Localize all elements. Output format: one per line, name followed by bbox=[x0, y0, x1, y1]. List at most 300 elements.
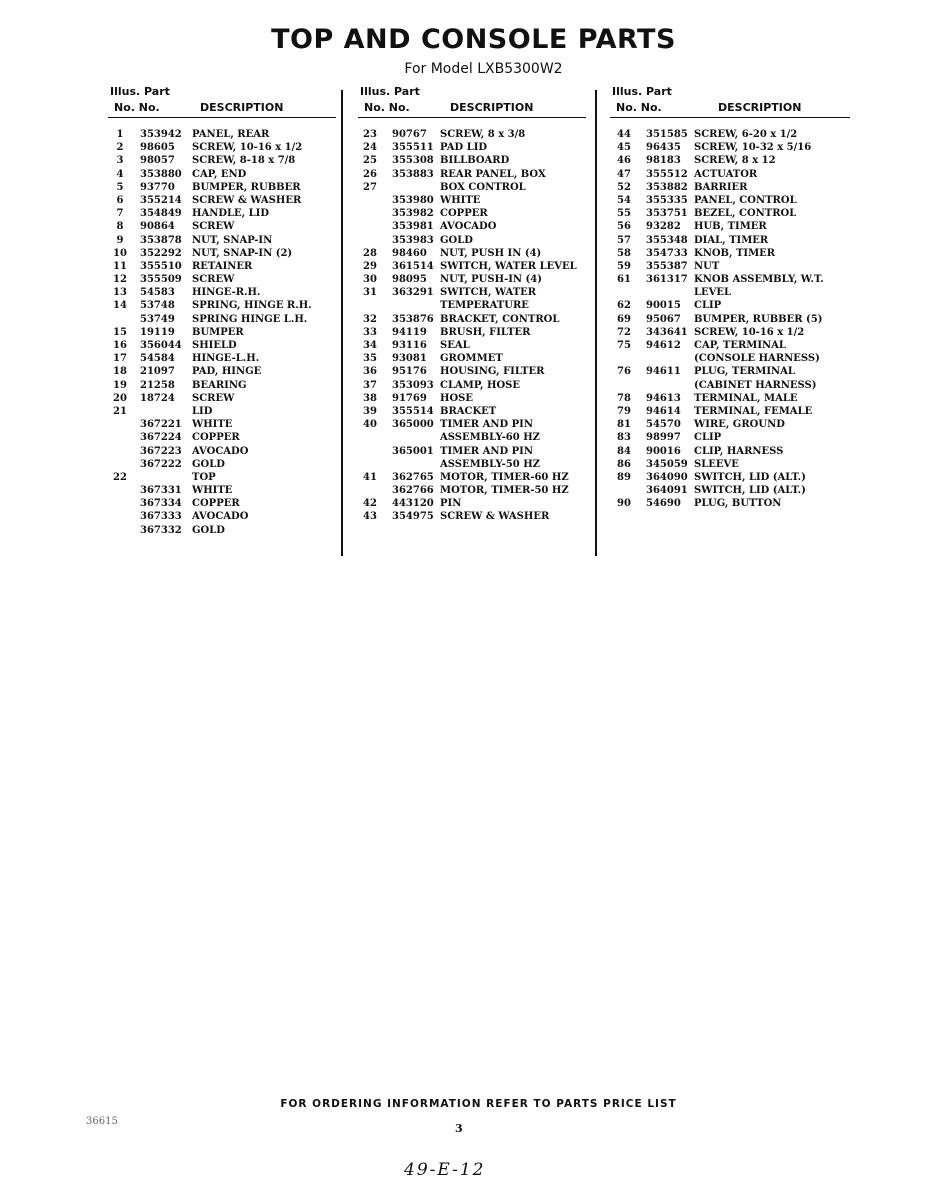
illus-no: 31 bbox=[363, 287, 377, 299]
part-description: TOP bbox=[192, 471, 216, 483]
illus-no: 22 bbox=[113, 471, 127, 483]
part-description: PLUG, BUTTON bbox=[694, 498, 782, 510]
part-description: PANEL, REAR bbox=[192, 129, 270, 140]
part-description: HUB, TIMER bbox=[694, 221, 767, 233]
part-no: 98460 bbox=[392, 247, 427, 259]
part-no: 353751 bbox=[646, 208, 688, 220]
part-no: 367332 bbox=[140, 524, 182, 536]
illus-no: 32 bbox=[363, 313, 377, 325]
parts-row bbox=[610, 220, 850, 233]
part-description: AVOCADO bbox=[440, 221, 497, 233]
part-no: 365001 bbox=[392, 445, 434, 457]
parts-row bbox=[108, 220, 336, 233]
parts-row bbox=[610, 247, 850, 260]
part-description: CAP, TERMINAL bbox=[694, 340, 786, 351]
parts-row bbox=[108, 510, 336, 523]
part-no: 93282 bbox=[646, 221, 681, 233]
part-description: HOSE bbox=[440, 392, 474, 404]
part-no: 95176 bbox=[392, 366, 427, 378]
part-description: SWITCH, WATER LEVEL bbox=[440, 260, 577, 272]
part-no: 352292 bbox=[140, 247, 182, 259]
illus-no: 55 bbox=[617, 208, 631, 220]
parts-row bbox=[108, 405, 336, 418]
parts-row bbox=[610, 418, 850, 431]
illus-no: 14 bbox=[113, 300, 127, 312]
header-rule bbox=[610, 117, 850, 118]
part-no: 367221 bbox=[140, 419, 182, 431]
part-no: 367333 bbox=[140, 511, 182, 523]
part-description: SCREW bbox=[192, 221, 235, 233]
parts-row bbox=[108, 524, 336, 537]
part-description: SCREW, 10-32 x 5/16 bbox=[694, 142, 812, 154]
parts-row bbox=[108, 313, 336, 326]
parts-row bbox=[358, 497, 586, 510]
part-description: PAD LID bbox=[440, 142, 488, 154]
part-no: 54690 bbox=[646, 498, 681, 510]
parts-row bbox=[108, 247, 336, 260]
column-divider bbox=[595, 90, 597, 556]
parts-row bbox=[610, 141, 850, 154]
part-no: 98183 bbox=[646, 155, 681, 167]
part-no: 98997 bbox=[646, 432, 681, 444]
part-no: 93116 bbox=[392, 340, 427, 351]
parts-column-1 bbox=[108, 82, 336, 537]
illus-no: 1 bbox=[116, 129, 124, 140]
part-description: GOLD bbox=[192, 524, 225, 536]
no-no-header: No. No. bbox=[114, 101, 160, 114]
illus-no: 15 bbox=[113, 326, 127, 338]
part-no: 93770 bbox=[140, 181, 175, 193]
part-description: SCREW, 10-16 x 1/2 bbox=[192, 142, 303, 154]
parts-row bbox=[358, 445, 586, 458]
illus-no: 25 bbox=[363, 155, 377, 167]
part-no: 94119 bbox=[392, 326, 427, 338]
part-no: 353981 bbox=[392, 221, 434, 233]
parts-row bbox=[610, 313, 850, 326]
illus-no: 47 bbox=[617, 168, 631, 180]
part-description: (CONSOLE HARNESS) bbox=[694, 353, 820, 365]
part-no: 353882 bbox=[646, 181, 688, 193]
part-description: BEARING bbox=[192, 379, 247, 391]
part-no: 98605 bbox=[140, 142, 175, 154]
part-description: SCREW, 8 x 3/8 bbox=[440, 129, 526, 140]
part-description: CLAMP, HOSE bbox=[440, 379, 521, 391]
illus-no: 4 bbox=[116, 168, 124, 180]
parts-row bbox=[108, 471, 336, 484]
parts-row bbox=[610, 405, 850, 418]
illus-no: 54 bbox=[617, 194, 631, 206]
parts-row bbox=[108, 445, 336, 458]
column-header bbox=[610, 82, 850, 120]
part-no: 21097 bbox=[140, 366, 175, 378]
part-no: 364091 bbox=[646, 485, 688, 497]
part-no: 54584 bbox=[140, 353, 175, 365]
part-description: CLIP bbox=[694, 432, 722, 444]
part-description: SCREW bbox=[192, 274, 235, 286]
part-no: 365000 bbox=[392, 419, 434, 431]
parts-row bbox=[610, 352, 850, 365]
part-description: BUMPER, RUBBER bbox=[192, 181, 301, 193]
part-no: 353980 bbox=[392, 194, 434, 206]
parts-row bbox=[610, 365, 850, 378]
part-description: LID bbox=[192, 405, 213, 417]
part-no: 54570 bbox=[646, 419, 681, 431]
illus-no: 58 bbox=[617, 247, 631, 259]
illus-no: 81 bbox=[617, 419, 631, 431]
part-no: 94612 bbox=[646, 340, 681, 351]
part-no: 356044 bbox=[140, 340, 182, 351]
parts-column-2 bbox=[358, 82, 586, 524]
illus-no: 59 bbox=[617, 260, 631, 272]
illus-no: 41 bbox=[363, 471, 377, 483]
page-title: TOP AND CONSOLE PARTS bbox=[271, 24, 676, 55]
parts-row bbox=[358, 418, 586, 431]
illus-no: 8 bbox=[116, 221, 124, 233]
illus-no: 27 bbox=[363, 181, 377, 193]
column-header bbox=[358, 82, 586, 120]
illus-no: 35 bbox=[363, 353, 377, 365]
part-no: 351585 bbox=[646, 129, 688, 140]
part-no: 362766 bbox=[392, 485, 434, 497]
part-no: 95067 bbox=[646, 313, 681, 325]
parts-row bbox=[610, 458, 850, 471]
part-no: 355510 bbox=[140, 260, 182, 272]
parts-row bbox=[358, 405, 586, 418]
parts-row bbox=[108, 141, 336, 154]
illus-no: 43 bbox=[363, 511, 377, 523]
parts-row bbox=[610, 431, 850, 444]
part-no: 367222 bbox=[140, 458, 182, 470]
part-description: COPPER bbox=[192, 498, 240, 510]
part-description: COPPER bbox=[192, 432, 240, 444]
part-no: 443120 bbox=[392, 498, 434, 510]
part-no: 19119 bbox=[140, 326, 175, 338]
part-no: 94614 bbox=[646, 405, 681, 417]
illus-no: 11 bbox=[113, 260, 127, 272]
illus-no: 24 bbox=[363, 142, 377, 154]
part-description: PLUG, TERMINAL bbox=[694, 366, 795, 378]
part-description: NUT, PUSH-IN (4) bbox=[440, 274, 542, 286]
parts-row bbox=[610, 379, 850, 392]
parts-row bbox=[610, 128, 850, 141]
part-no: 94611 bbox=[646, 366, 681, 378]
part-no: 94613 bbox=[646, 392, 681, 404]
parts-row bbox=[610, 484, 850, 497]
part-description: AVOCADO bbox=[192, 445, 249, 457]
parts-row bbox=[358, 392, 586, 405]
part-description: HINGE-R.H. bbox=[192, 287, 261, 299]
parts-row bbox=[358, 313, 586, 326]
part-no: 91769 bbox=[392, 392, 427, 404]
parts-row bbox=[108, 339, 336, 352]
part-no: 345059 bbox=[646, 458, 688, 470]
parts-row bbox=[108, 484, 336, 497]
part-no: 355214 bbox=[140, 194, 182, 206]
part-description: PAD, HINGE bbox=[192, 366, 262, 378]
parts-row bbox=[358, 365, 586, 378]
no-no-header: No. No. bbox=[364, 101, 410, 114]
parts-row bbox=[358, 458, 586, 471]
parts-list bbox=[358, 120, 586, 524]
parts-row bbox=[358, 286, 586, 299]
illus-no: 9 bbox=[116, 234, 124, 246]
illus-no: 45 bbox=[617, 142, 631, 154]
part-description: SHIELD bbox=[192, 340, 237, 351]
part-no: 90016 bbox=[646, 445, 681, 457]
parts-row bbox=[108, 234, 336, 247]
part-no: 353093 bbox=[392, 379, 434, 391]
illus-no: 36 bbox=[363, 366, 377, 378]
illus-no: 83 bbox=[617, 432, 631, 444]
illus-no: 29 bbox=[363, 260, 377, 272]
parts-row bbox=[108, 326, 336, 339]
parts-row bbox=[358, 273, 586, 286]
parts-row bbox=[108, 299, 336, 312]
part-description: BILLBOARD bbox=[440, 155, 510, 167]
part-no: 18724 bbox=[140, 392, 175, 404]
part-description: SWITCH, LID (ALT.) bbox=[694, 485, 806, 497]
part-no: 343641 bbox=[646, 326, 688, 338]
illus-no: 19 bbox=[113, 379, 127, 391]
part-description: DIAL, TIMER bbox=[694, 234, 769, 246]
parts-row bbox=[358, 207, 586, 220]
illus-no: 84 bbox=[617, 445, 631, 457]
part-description: HINGE-L.H. bbox=[192, 353, 260, 365]
part-no: 53748 bbox=[140, 300, 175, 312]
part-description: BUMPER bbox=[192, 326, 244, 338]
illus-no: 3 bbox=[116, 155, 124, 167]
parts-row bbox=[108, 168, 336, 181]
part-no: 53749 bbox=[140, 313, 175, 325]
parts-row bbox=[108, 207, 336, 220]
parts-row bbox=[108, 365, 336, 378]
column-header bbox=[108, 82, 336, 120]
part-no: 354733 bbox=[646, 247, 688, 259]
part-no: 355511 bbox=[392, 142, 434, 154]
illus-no: 34 bbox=[363, 340, 377, 351]
description-header: DESCRIPTION bbox=[718, 101, 802, 114]
part-description: WHITE bbox=[192, 485, 233, 497]
parts-row bbox=[610, 181, 850, 194]
part-description: BEZEL, CONTROL bbox=[694, 208, 797, 220]
part-description: RETAINER bbox=[192, 260, 253, 272]
part-no: 354975 bbox=[392, 511, 434, 523]
part-description: KNOB ASSEMBLY, W.T. bbox=[694, 274, 824, 286]
illus-no: 89 bbox=[617, 471, 631, 483]
part-no: 54583 bbox=[140, 287, 175, 299]
part-description: SEAL bbox=[440, 340, 470, 351]
part-description: WHITE bbox=[440, 194, 481, 206]
illus-no: 30 bbox=[363, 274, 377, 286]
illus-no: 76 bbox=[617, 366, 631, 378]
part-no: 361317 bbox=[646, 274, 688, 286]
part-no: 367334 bbox=[140, 498, 182, 510]
part-description: BRACKET bbox=[440, 405, 497, 417]
illus-no: 37 bbox=[363, 379, 377, 391]
illus-no: 44 bbox=[617, 129, 631, 140]
part-description: CAP, END bbox=[192, 168, 247, 180]
illus-no: 12 bbox=[113, 274, 127, 286]
part-description: WIRE, GROUND bbox=[694, 419, 785, 431]
part-no: 355509 bbox=[140, 274, 182, 286]
parts-row bbox=[358, 260, 586, 273]
part-no: 354849 bbox=[140, 208, 182, 220]
parts-row bbox=[610, 497, 850, 510]
part-no: 367223 bbox=[140, 445, 182, 457]
part-no: 90015 bbox=[646, 300, 681, 312]
part-description: SCREW, 8 x 12 bbox=[694, 155, 776, 167]
part-description: SPRING HINGE L.H. bbox=[192, 313, 308, 325]
illus-no: 6 bbox=[116, 194, 124, 206]
illus-no: 16 bbox=[113, 340, 127, 351]
part-no: 353983 bbox=[392, 234, 434, 246]
part-no: 90767 bbox=[392, 129, 427, 140]
part-description: NUT, SNAP-IN bbox=[192, 234, 273, 246]
part-description: ASSEMBLY-50 HZ bbox=[440, 458, 540, 470]
part-description: SCREW & WASHER bbox=[440, 511, 550, 523]
parts-row bbox=[358, 194, 586, 207]
parts-row bbox=[358, 299, 586, 312]
illus-no: 62 bbox=[617, 300, 631, 312]
handwritten-note: 49-E-12 bbox=[404, 1160, 486, 1180]
parts-row bbox=[358, 471, 586, 484]
part-description: SCREW, 10-16 x 1/2 bbox=[694, 326, 805, 338]
illus-no: 28 bbox=[363, 247, 377, 259]
part-description: NUT, PUSH IN (4) bbox=[440, 247, 542, 259]
parts-row bbox=[358, 431, 586, 444]
part-description: BARRIER bbox=[694, 181, 748, 193]
part-description: COPPER bbox=[440, 208, 488, 220]
part-no: 96435 bbox=[646, 142, 681, 154]
part-description: ASSEMBLY-60 HZ bbox=[440, 432, 540, 444]
part-description: NUT bbox=[694, 260, 720, 272]
part-no: 355335 bbox=[646, 194, 688, 206]
parts-row bbox=[358, 484, 586, 497]
model-subtitle: For Model LXB5300W2 bbox=[404, 61, 563, 77]
description-header: DESCRIPTION bbox=[200, 101, 284, 114]
part-no: 353878 bbox=[140, 234, 182, 246]
parts-row bbox=[108, 352, 336, 365]
part-description: BOX CONTROL bbox=[440, 181, 526, 193]
part-description: WHITE bbox=[192, 419, 233, 431]
parts-row bbox=[108, 379, 336, 392]
parts-row bbox=[108, 431, 336, 444]
part-description: CLIP bbox=[694, 300, 722, 312]
parts-row bbox=[610, 326, 850, 339]
part-description: SCREW, 6-20 x 1/2 bbox=[694, 129, 798, 140]
parts-row bbox=[610, 273, 850, 286]
illus-no: 38 bbox=[363, 392, 377, 404]
part-description: REAR PANEL, BOX bbox=[440, 168, 546, 180]
parts-row bbox=[358, 141, 586, 154]
illus-no: 13 bbox=[113, 287, 127, 299]
part-description: MOTOR, TIMER-60 HZ bbox=[440, 471, 569, 483]
part-no: 353942 bbox=[140, 129, 182, 140]
parts-row bbox=[358, 234, 586, 247]
illus-no: 18 bbox=[113, 366, 127, 378]
parts-row bbox=[358, 339, 586, 352]
parts-row bbox=[108, 458, 336, 471]
illus-no: 2 bbox=[116, 142, 124, 154]
part-description: SCREW & WASHER bbox=[192, 194, 302, 206]
part-description: GOLD bbox=[192, 458, 225, 470]
parts-row bbox=[358, 128, 586, 141]
no-no-header: No. No. bbox=[616, 101, 662, 114]
parts-row bbox=[108, 181, 336, 194]
parts-row bbox=[610, 286, 850, 299]
illus-no: 78 bbox=[617, 392, 631, 404]
part-no: 353982 bbox=[392, 208, 434, 220]
part-no: 355512 bbox=[646, 168, 688, 180]
parts-row bbox=[610, 207, 850, 220]
part-no: 355308 bbox=[392, 155, 434, 167]
part-description: GROMMET bbox=[440, 353, 503, 365]
illus-no: 10 bbox=[113, 247, 127, 259]
part-no: 353883 bbox=[392, 168, 434, 180]
illus-part-header: Illus. Part bbox=[360, 85, 420, 98]
part-no: 353876 bbox=[392, 313, 434, 325]
description-header: DESCRIPTION bbox=[450, 101, 534, 114]
part-no: 98057 bbox=[140, 155, 175, 167]
parts-list bbox=[610, 120, 850, 510]
parts-row bbox=[358, 181, 586, 194]
part-description: TERMINAL, MALE bbox=[694, 392, 798, 404]
illus-part-header: Illus. Part bbox=[110, 85, 170, 98]
parts-row bbox=[610, 471, 850, 484]
parts-row bbox=[610, 260, 850, 273]
part-description: PANEL, CONTROL bbox=[694, 194, 797, 206]
part-description: KNOB, TIMER bbox=[694, 247, 776, 259]
illus-no: 20 bbox=[113, 392, 127, 404]
illus-no: 7 bbox=[116, 208, 124, 220]
part-description: BRUSH, FILTER bbox=[440, 326, 531, 338]
part-no: 355387 bbox=[646, 260, 688, 272]
illus-no: 61 bbox=[617, 274, 631, 286]
part-no: 21258 bbox=[140, 379, 175, 391]
parts-row bbox=[108, 273, 336, 286]
parts-row bbox=[108, 154, 336, 167]
parts-row bbox=[610, 154, 850, 167]
part-no: 363291 bbox=[392, 287, 434, 299]
parts-row bbox=[610, 168, 850, 181]
parts-row bbox=[610, 299, 850, 312]
part-no: 355514 bbox=[392, 405, 434, 417]
part-description: NUT, SNAP-IN (2) bbox=[192, 247, 293, 259]
parts-row bbox=[358, 326, 586, 339]
parts-row bbox=[108, 418, 336, 431]
part-no: 93081 bbox=[392, 353, 427, 365]
illus-no: 42 bbox=[363, 498, 377, 510]
parts-row bbox=[108, 194, 336, 207]
part-description: AVOCADO bbox=[192, 511, 249, 523]
parts-row bbox=[358, 168, 586, 181]
header-rule bbox=[358, 117, 586, 118]
parts-row bbox=[108, 260, 336, 273]
illus-no: 46 bbox=[617, 155, 631, 167]
illus-no: 26 bbox=[363, 168, 377, 180]
illus-no: 79 bbox=[617, 405, 631, 417]
parts-row bbox=[610, 392, 850, 405]
illus-no: 52 bbox=[617, 181, 631, 193]
illus-no: 90 bbox=[617, 498, 631, 510]
parts-list bbox=[108, 120, 336, 537]
parts-row bbox=[358, 247, 586, 260]
part-description: GOLD bbox=[440, 234, 473, 246]
parts-row bbox=[610, 194, 850, 207]
part-no: 364090 bbox=[646, 471, 688, 483]
part-description: TERMINAL, FEMALE bbox=[694, 405, 813, 417]
illus-no: 75 bbox=[617, 340, 631, 351]
